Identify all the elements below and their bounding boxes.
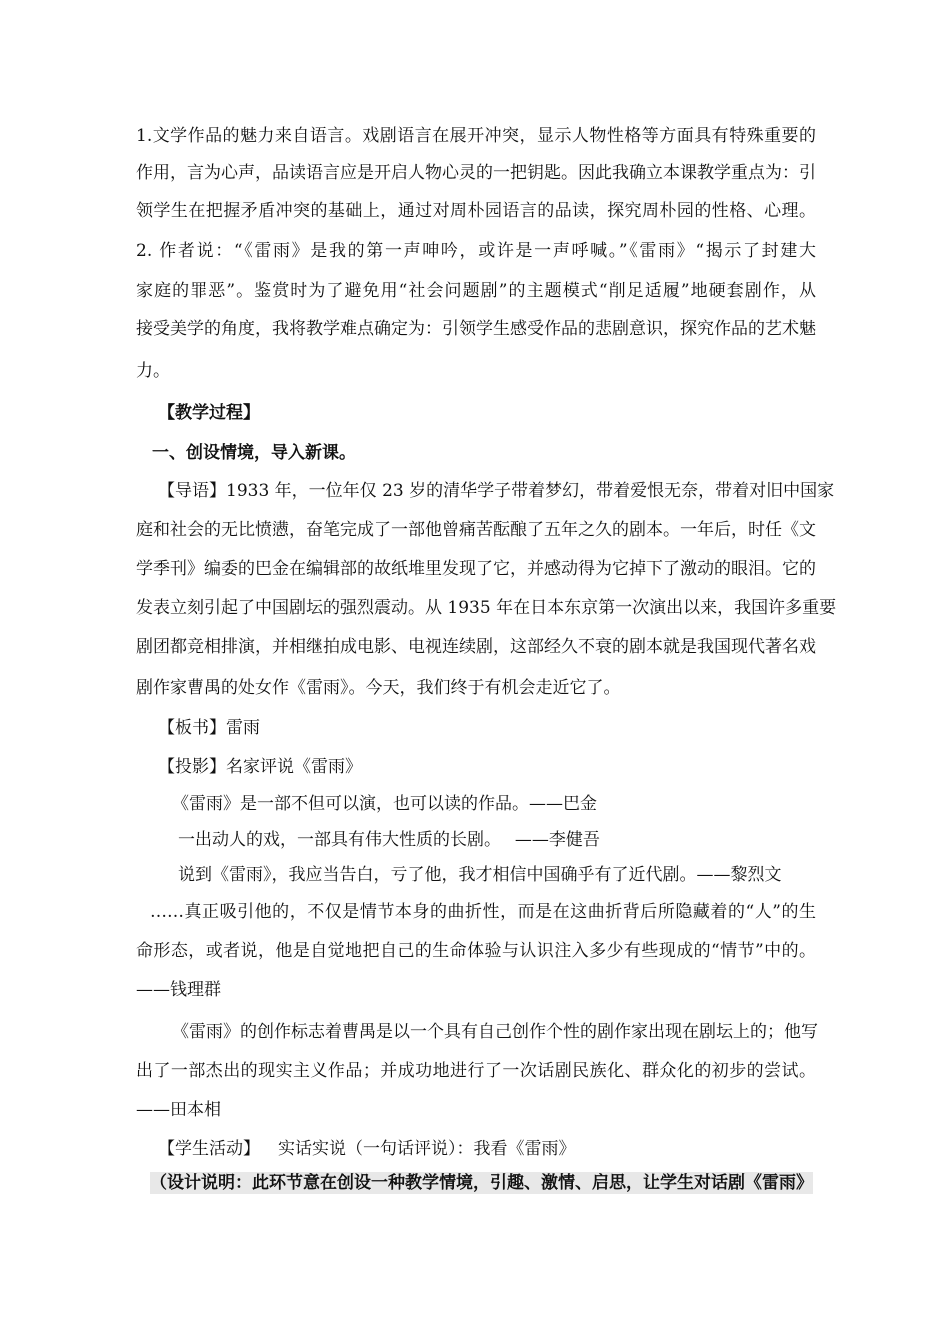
quote-qian-liqun-line-1: ……真正吸引他的，不仅是情节本身的曲折性，而是在这曲折背后所隐藏着的“人”的生 xyxy=(150,902,816,922)
section-1-heading: 一、创设情境，导入新课。 xyxy=(152,443,356,463)
student-activity-text: 实话实说（一句话评说）：我看《雷雨》 xyxy=(278,1139,576,1159)
intro-line-6: 剧作家曹禺的处女作《雷雨》。今天，我们终于有机会走近它了。 xyxy=(136,678,621,698)
intro-line-1: 【导语】1933 年，一位年仅 23 岁的清华学子带着梦幻，带着爱恨无奈，带着对旧中国家 xyxy=(158,481,835,501)
intro-line-5: 剧团都竞相排演，并相继拍成电影、电视连续剧，这部经久不衰的剧本就是我国现代著名戏 xyxy=(136,637,816,657)
design-note: （设计说明：此环节意在创设一种教学情境，引趣、激情、启思，让学生对话剧《雷雨》 xyxy=(150,1173,813,1193)
objective-2-line-2: 家庭的罪恶”。鉴赏时为了避免用“社会问题剧”的主题模式“削足适履”地硬套剧作，从 xyxy=(136,281,816,301)
quote-tian-benxiang-author: ——田本相 xyxy=(136,1100,221,1120)
quote-qian-liqun-author: ——钱理群 xyxy=(136,980,221,1000)
quote-ba-jin: 《雷雨》是一部不但可以演，也可以读的作品。——巴金 xyxy=(172,794,597,814)
process-heading: 【教学过程】 xyxy=(158,403,260,423)
intro-line-4: 发表立刻引起了中国剧坛的强烈震动。从 1935 年在日本东京第一次演出以来，我国许多重要 xyxy=(136,598,837,618)
quote-li-liewen: 说到《雷雨》，我应当告白，亏了他，我才相信中国确乎有了近代剧。——黎烈文 xyxy=(178,865,782,885)
objective-2-line-1: 2. 作者说：“《雷雨》是我的第一声呻吟，或许是一声呼喊。”《雷雨》“揭示了封建大 xyxy=(136,241,816,261)
objective-1-line-1: 1.文学作品的魅力来自语言。戏剧语言在展开冲突，显示人物性格等方面具有特殊重要的 xyxy=(136,126,816,146)
board-note: 【板书】雷雨 xyxy=(158,718,260,738)
student-activity-label: 【学生活动】 xyxy=(158,1139,260,1159)
quote-tian-benxiang-line-2: 出了一部杰出的现实主义作品；并成功地进行了一次话剧民族化、群众化的初步的尝试。 xyxy=(136,1061,816,1081)
objective-1-line-2: 作用，言为心声，品读语言应是开启人物心灵的一把钥匙。因此我确立本课教学重点为：引 xyxy=(136,163,816,183)
intro-line-3: 学季刊》编委的巴金在编辑部的故纸堆里发现了它，并感动得为它掉下了激动的眼泪。它的 xyxy=(136,559,816,579)
projection-note: 【投影】名家评说《雷雨》 xyxy=(158,757,362,777)
intro-line-2: 庭和社会的无比愤懑，奋笔完成了一部他曾痛苦酝酿了五年之久的剧本。一年后，时任《文 xyxy=(136,520,816,540)
quote-li-jianwu: 一出动人的戏，一部具有伟大性质的长剧。 ——李健吾 xyxy=(178,830,600,850)
quote-tian-benxiang-line-1: 《雷雨》的创作标志着曹禺是以一个具有自己创作个性的剧作家出现在剧坛上的；他写 xyxy=(172,1022,818,1042)
objective-1-line-3: 领学生在把握矛盾冲突的基础上，通过对周朴园语言的品读，探究周朴园的性格、心理。 xyxy=(136,201,816,221)
objective-2-line-3: 接受美学的角度，我将教学难点确定为：引领学生感受作品的悲剧意识，探究作品的艺术魅 xyxy=(136,319,816,339)
objective-2-line-4: 力。 xyxy=(136,361,170,381)
quote-qian-liqun-line-2: 命形态，或者说，他是自觉地把自己的生命体验与认识注入多少有些现成的“情节”中的。 xyxy=(136,941,816,961)
